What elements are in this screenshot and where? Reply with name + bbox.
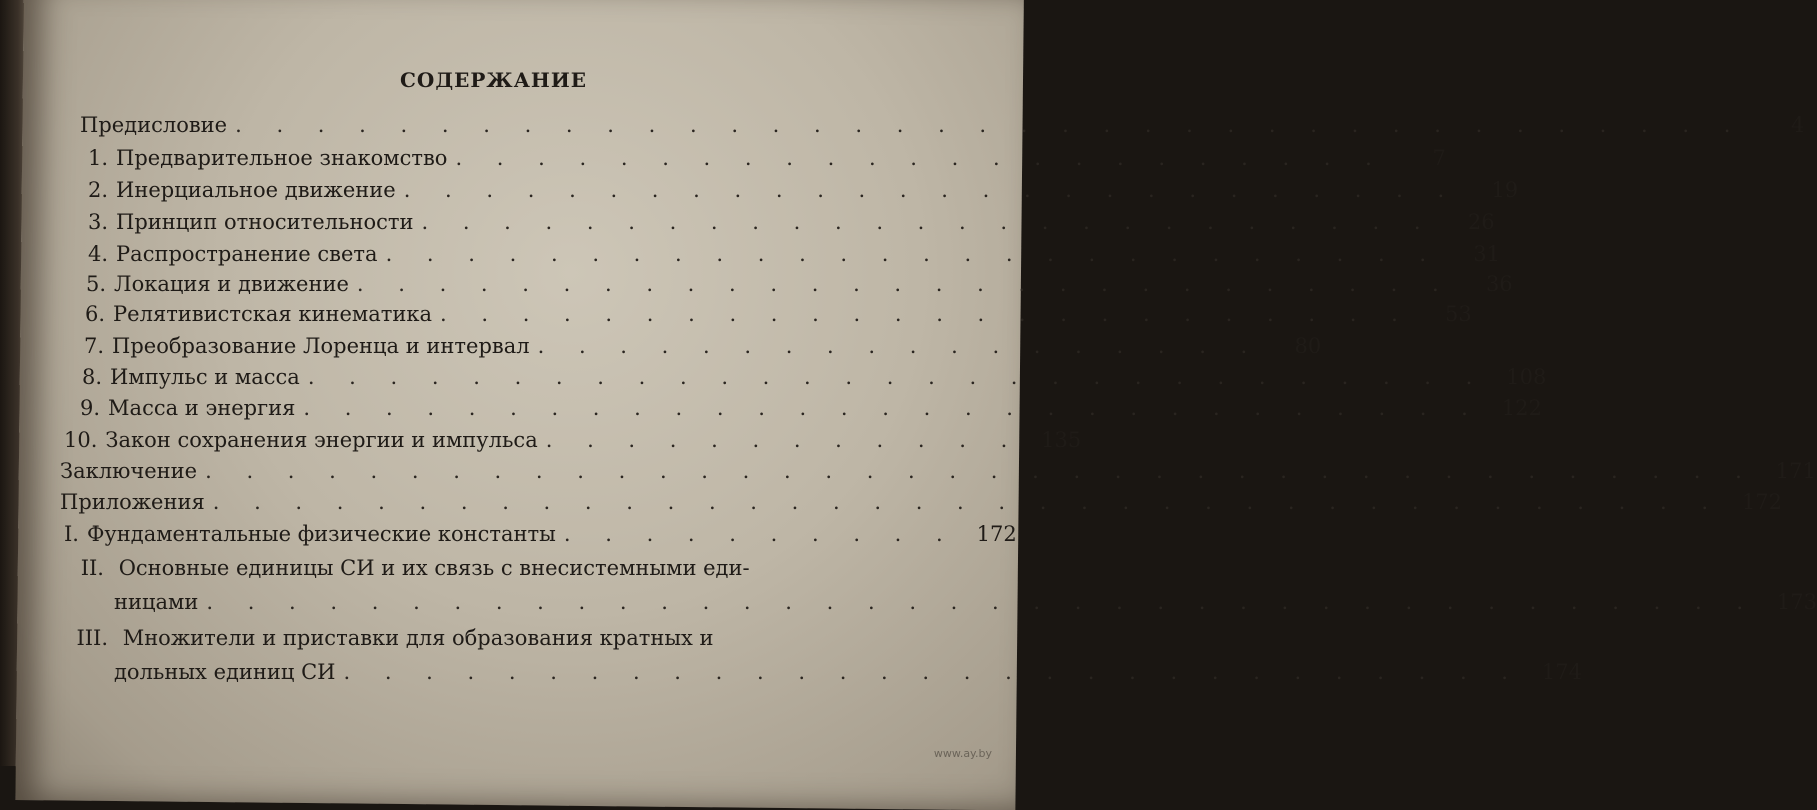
toc-entry-label: Закон сохранения энергии и импульса: [105, 428, 538, 452]
toc-entry-number: 9.: [80, 396, 101, 420]
toc-entry-page: 36: [1485, 272, 1513, 296]
toc-entry-page: 122: [1501, 396, 1542, 420]
toc-entry-page: 173: [1776, 590, 1817, 614]
toc-entry-number: 7.: [84, 334, 105, 358]
toc-entry-appendices: [60, 490, 1783, 514]
toc-entry-number: II.: [80, 556, 104, 580]
toc-leader-dots: . . . . . . . . . . . . . . . . . .: [537, 334, 1262, 358]
toc-entry-5: [86, 272, 1513, 296]
toc-leader-dots: . . . . . . . . . . . . . . . . . . . . . . .: [455, 146, 1386, 170]
toc-entry-appendix-3-line1: [52, 626, 714, 650]
toc-entry-label: Импульс и масса: [110, 365, 300, 389]
toc-entry-page: 7: [1432, 146, 1446, 170]
toc-entry-number: 3.: [88, 210, 109, 234]
toc-leader-dots: . . . . . . . . . . . . . . . . . . . . . . . . . .: [403, 178, 1459, 202]
toc-entry-label: Распространение света: [116, 242, 378, 266]
toc-entry-label-continued: дольных единиц СИ: [114, 660, 336, 684]
toc-leader-dots: . . . . . . . . . . . . . . . . . . . . . . . . .: [421, 210, 1435, 234]
toc-entry-appendix-2-line1: [56, 556, 750, 580]
toc-entry-page: 108: [1506, 365, 1547, 389]
toc-entry-number: 6.: [85, 302, 106, 326]
toc-leader-dots: . . . . . . . . . . . . . . . . . . . . . . . . . . . . . . . . . . . . . .: [206, 590, 1758, 614]
toc-entry-page: 172: [1741, 490, 1783, 514]
toc-entry-label: Принцип относительности: [116, 210, 414, 234]
toc-entry-number: 5.: [86, 272, 107, 296]
toc-entry-label-continued: ницами: [114, 590, 199, 614]
toc-entry-label: Масса и энергия: [108, 396, 296, 420]
toc-entry-number: III.: [76, 626, 108, 650]
toc-entry-2: [88, 178, 1519, 202]
toc-entry-page: 53: [1445, 302, 1472, 326]
toc-entry-conclusion: [60, 459, 1816, 483]
toc-leader-dots: . . . . . . . . . . . . . . . . . . . . . . . . . . .: [356, 272, 1453, 296]
toc-entry-10: [64, 428, 1082, 452]
toc-entry-label: Релятивистская кинематика: [113, 302, 432, 326]
toc-entry-number: I.: [64, 522, 79, 546]
toc-leader-dots: . . . . . . . . . . . .: [545, 428, 1022, 452]
toc-entry-page: 80: [1294, 334, 1322, 358]
toc-leader-dots: . . . . . . . . . . . . . . . . . . . . . . . . . . . . .: [303, 396, 1482, 420]
toc-leader-dots: . . . . . . . . . . . . . . . . . . . . . . . .: [440, 302, 1412, 326]
toc-entry-label: Множители и приставки для образования кратных и: [122, 626, 714, 650]
toc-entry-label: Преобразование Лоренца и интервал: [112, 334, 530, 358]
toc-entry-8: [82, 365, 1547, 389]
toc-entry-6: [85, 302, 1472, 326]
toc-entry-page: 172: [976, 522, 1017, 546]
toc-entry-number: 10.: [64, 428, 98, 452]
toc-leader-dots: . . . . . . . . . . . . . . . . . . . . . . . . . . . . . . . . . . . . . .: [205, 459, 1756, 483]
watermark: www.ay.by: [933, 747, 992, 760]
toc-leader-dots: . . . . . . . . . . . . . . . . . . . . . . . . . .: [385, 242, 1441, 266]
toc-entry-page: 31: [1473, 242, 1501, 266]
toc-leader-dots: . . . . . . . . . . . . . . . . . . . . . . . . . . . . . . . . . . . . .: [235, 113, 1745, 137]
toc-entry-label: Фундаментальные физические константы: [86, 522, 556, 546]
toc-entry-9: [80, 396, 1542, 420]
toc-entry-7: [84, 334, 1322, 358]
toc-leader-dots: . . . . . . . . . .: [563, 522, 957, 546]
toc-entry-3: [88, 210, 1495, 234]
toc-entry-label: Заключение: [60, 459, 198, 483]
toc-entry-appendix-2-line2: [114, 590, 1817, 614]
toc-entry-number: 4.: [88, 242, 109, 266]
toc-entry-page: 135: [1041, 428, 1082, 452]
toc-entry-number: 8.: [82, 365, 103, 389]
toc-entry-4: [88, 242, 1501, 266]
toc-entry-label: Предисловие: [80, 113, 228, 137]
toc-entry-label: Локация и движение: [114, 272, 349, 296]
toc-leader-dots: . . . . . . . . . . . . . . . . . . . . . . . . . . . . .: [307, 365, 1487, 389]
toc-entry-page: 4: [1791, 113, 1805, 137]
toc-entry-page: 171: [1775, 459, 1816, 483]
toc-entry-page: 19: [1491, 178, 1519, 202]
toc-entry-preface: [80, 113, 1805, 137]
toc-entry-number: 1.: [88, 146, 109, 170]
toc-entry-label: Приложения: [60, 490, 205, 514]
toc-title: СОДЕРЖАНИЕ: [400, 68, 587, 92]
toc-leader-dots: . . . . . . . . . . . . . . . . . . . . . . . . . . . . .: [343, 660, 1522, 684]
toc-entry-appendix-1: [64, 522, 1017, 546]
toc-entry-page: 26: [1467, 210, 1495, 234]
toc-entry-label: Инерциальное движение: [116, 178, 396, 202]
toc-entry-label: Основные единицы СИ и их связь с внесистемными еди-: [118, 556, 750, 580]
toc-entry-label: Предварительное знакомство: [116, 146, 448, 170]
toc-entry-appendix-3-line2: [114, 660, 1582, 684]
toc-entry-1: [88, 146, 1446, 170]
toc-entry-page: 174: [1541, 660, 1582, 684]
toc-leader-dots: . . . . . . . . . . . . . . . . . . . . . . . . . . . . . . . . . . . . .: [212, 490, 1723, 514]
toc-entry-number: 2.: [88, 178, 109, 202]
